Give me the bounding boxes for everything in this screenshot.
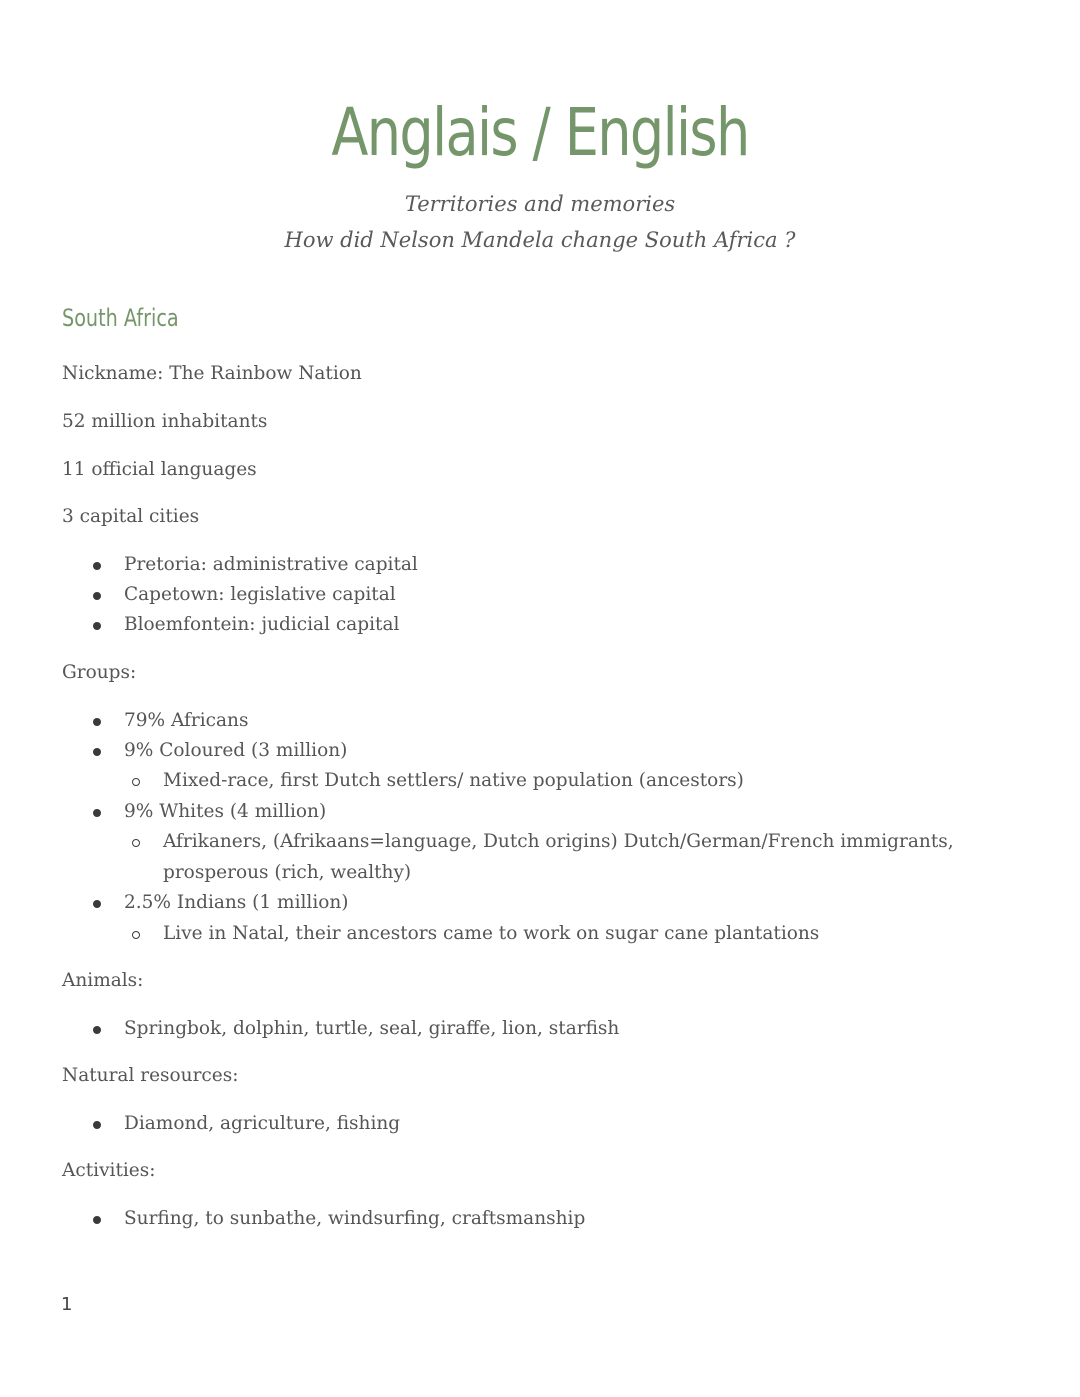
list-item: Surfing, to sunbathe, windsurfing, craftsmanship	[124, 1204, 585, 1234]
page-title: Anglais / English	[331, 94, 749, 171]
languages-line: 11 official languages	[62, 459, 257, 480]
list-item: 2.5% Indians (1 million)	[124, 888, 349, 918]
list-item: 9% Whites (4 million)	[124, 797, 326, 827]
activities-label: Activities:	[62, 1160, 156, 1181]
nickname-line: Nickname: The Rainbow Nation	[62, 363, 362, 384]
subtitle-question: How did Nelson Mandela change South Africa ?	[284, 228, 796, 252]
animals-label: Animals:	[62, 970, 144, 991]
groups-label: Groups:	[62, 662, 137, 683]
list-item: 79% Africans	[124, 706, 248, 736]
list-item: 9% Coloured (3 million)	[124, 736, 347, 766]
list-item: Bloemfontein: judicial capital	[124, 610, 399, 640]
list-item: Springbok, dolphin, turtle, seal, giraffe, lion, starfish	[124, 1014, 619, 1044]
capitals-label: 3 capital cities	[62, 506, 200, 527]
sub-list-item-continuation: prosperous (rich, wealthy)	[163, 862, 412, 883]
subtitle-topic: Territories and memories	[404, 192, 676, 216]
resources-label: Natural resources:	[62, 1065, 239, 1086]
list-item: Capetown: legislative capital	[124, 580, 396, 610]
inhabitants-line: 52 million inhabitants	[62, 411, 268, 432]
sub-list-item: Afrikaners, (Afrikaans=language, Dutch origins) Dutch/German/French immigrants,	[163, 827, 954, 858]
list-item: Pretoria: administrative capital	[124, 550, 418, 580]
list-item: Diamond, agriculture, fishing	[124, 1109, 400, 1139]
section-heading: South Africa	[62, 304, 179, 332]
sub-list-item: Mixed-race, first Dutch settlers/ native population (ancestors)	[163, 766, 744, 797]
sub-list-item: Live in Natal, their ancestors came to work on sugar cane plantations	[163, 919, 819, 950]
page-number: 1	[61, 1294, 73, 1315]
